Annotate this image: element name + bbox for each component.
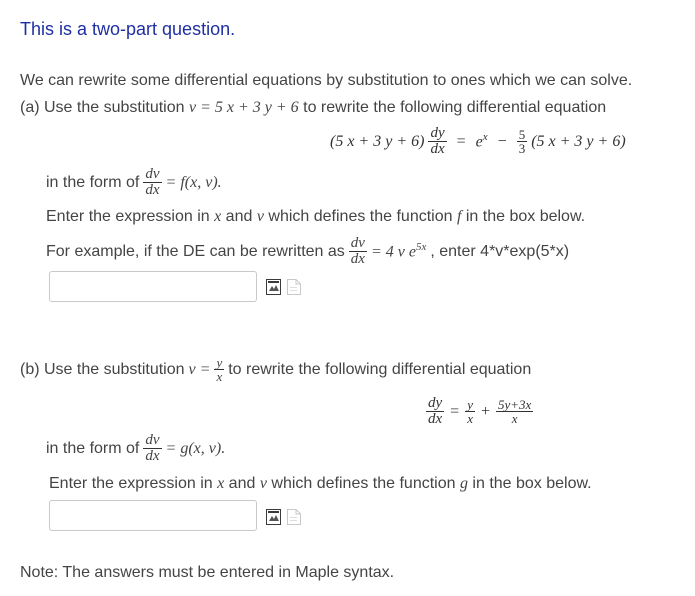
part-b-enter: Enter the expression in x and v which defines the function g in the box below. <box>49 475 592 492</box>
part-a-form-rhs: = f(x, v). <box>165 173 222 191</box>
part-a-prefix: (a) Use the substitution <box>20 99 185 116</box>
part-b-form: in the form of $\frac{dv}{dx}$ = g(x, v). <box>46 432 226 464</box>
part-a-form <box>46 167 222 198</box>
part-a-example: For example, if the DE can be rewritten as $\frac{dv}{dx}$ = 4 v $e^{5x}$ , enter 4*v*exp(5*x) <box>46 235 570 267</box>
eq-a-dx: dx <box>430 141 445 157</box>
intro-text: We can rewrite some differential equations by substitution to ones which we can solve. <box>20 72 633 89</box>
eq-a-rhs-factor: (5 x + 3 y + 6) <box>531 132 626 150</box>
help-document-icon[interactable] <box>286 508 302 526</box>
eq-a-five-thirds: $\frac{5}{3}$ <box>518 127 526 156</box>
part-b-instruction: (b) Use the substitution v = $\frac{y}{x}$ to rewrite the following differential equation <box>20 355 532 384</box>
part-a-form-prefix: in the form of <box>46 173 140 191</box>
eq-b-dy-dx: $\frac{dy}{dx}$ <box>428 395 443 427</box>
example-dv-dx: $\frac{dv}{dx}$ <box>350 235 365 267</box>
part-a-equation <box>330 126 626 157</box>
eq-a-lhs-factor: (5 x + 3 y + 6) <box>330 132 425 150</box>
part-a-substitution: v = 5 x + 3 y + 6 <box>188 99 299 116</box>
equation-preview-icon[interactable] <box>266 278 282 296</box>
eq-b-y-over-x: $\frac{y}{x}$ <box>467 397 473 426</box>
eq-a-dy-dx <box>428 126 446 157</box>
eq-b-second-term: $\frac{5y+3x}{x}$ <box>498 397 532 426</box>
form-a-dv-dx: $\frac{dv}{dx}$ <box>145 166 160 198</box>
part-a-enter: Enter the expression in x and v which defines the function f in the box below. <box>46 208 586 225</box>
part-b-equation: $\frac{dy}{dx}$ = $\frac{y}{x}$ + $\frac{5y+3x}{x}$ <box>428 395 532 427</box>
part-a-answer-input[interactable] <box>49 271 257 302</box>
eq-a-minus: − <box>497 132 507 150</box>
part-b-answer-input[interactable] <box>49 500 257 531</box>
eq-a-exp: $e^x$ <box>475 131 488 151</box>
eq-a-equals: = <box>456 132 466 150</box>
part-a-instruction <box>20 99 606 117</box>
form-b-dv-dx: $\frac{dv}{dx}$ <box>145 432 160 464</box>
maple-syntax-note: Note: The answers must be entered in Maple syntax. <box>20 564 395 581</box>
part-a-suffix: to rewrite the following differential equation <box>303 99 607 116</box>
part-b-y-over-x: $\frac{y}{x}$ <box>216 355 223 384</box>
eq-a-dy: dy <box>430 125 445 141</box>
help-document-icon[interactable] <box>286 278 302 296</box>
question-title: This is a two-part question. <box>20 19 236 39</box>
equation-preview-icon[interactable] <box>266 508 282 526</box>
